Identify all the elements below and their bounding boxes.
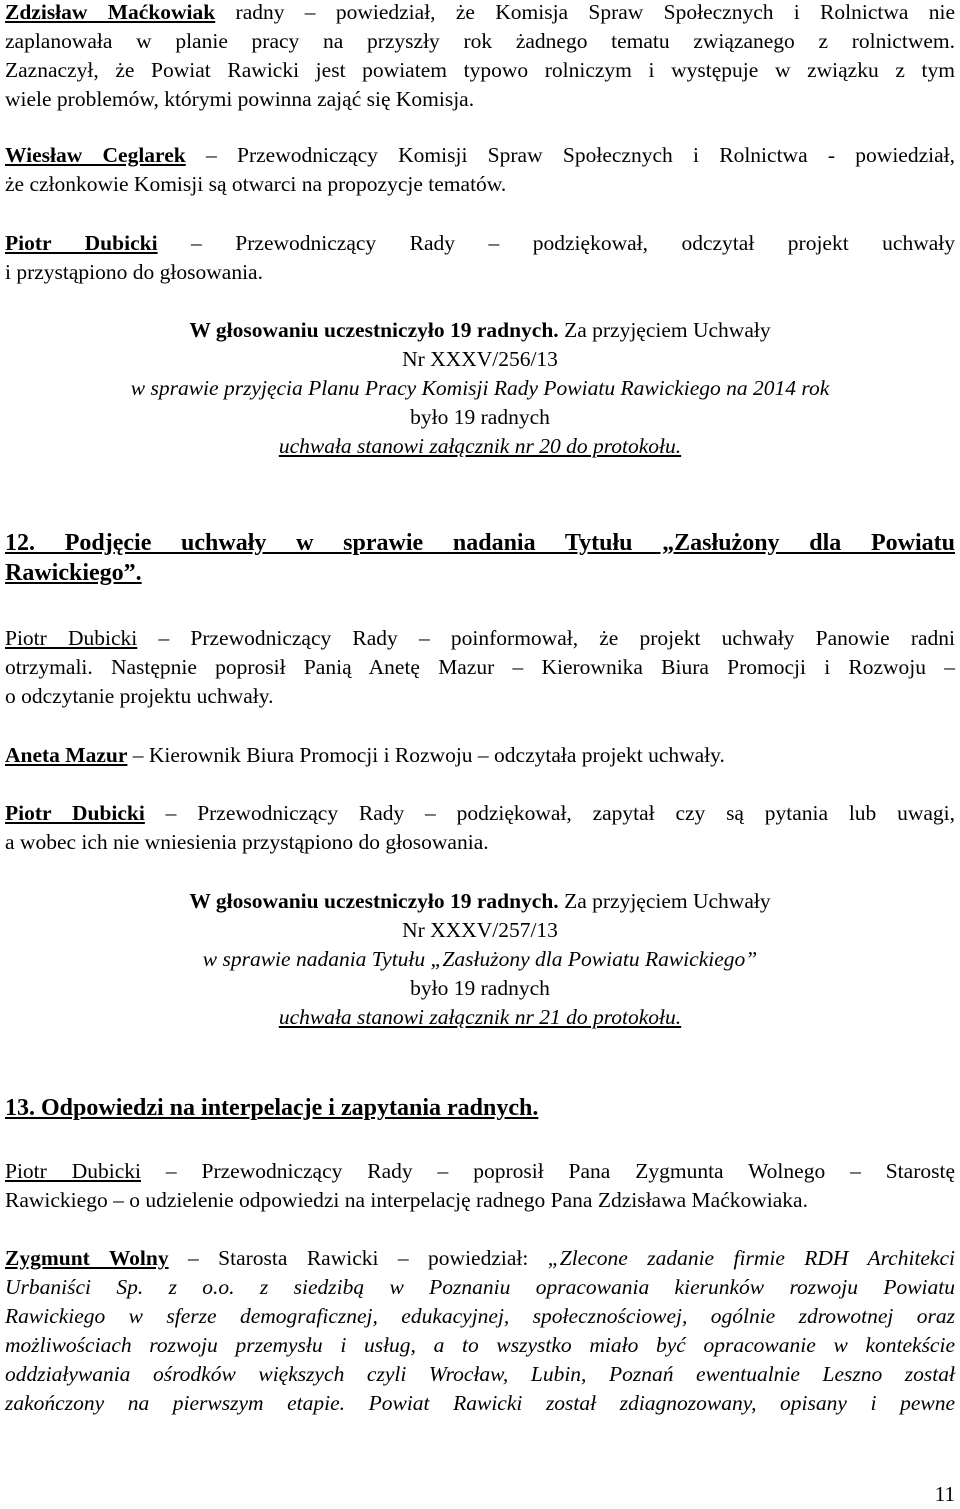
quote-text: Rawickiego w sferze demograficznej, edukacyjnej, społecznościowej, ogólnie zdrowotnej oraz — [5, 1304, 955, 1328]
speaker-name: Zdzisław Maćkowiak — [5, 0, 216, 24]
section-heading-13 — [5, 1093, 955, 1123]
heading-text: Rawickiego”. — [5, 560, 142, 586]
paragraph-dubicki-4 — [5, 1157, 955, 1215]
resolution-subject: w sprawie nadania Tytułu „Zasłużony dla Powiatu Rawickiego” — [202, 947, 758, 971]
paragraph-text: Zaznaczył, że Powiat Rawicki jest powiatem typowo rolniczym i występuje w związku z tym — [5, 58, 955, 82]
speaker-name: Zygmunt Wolny — [5, 1246, 169, 1270]
vote-result: było 19 radnych — [410, 405, 550, 429]
speaker-name: Piotr Dubicki — [5, 1159, 141, 1183]
paragraph-text: – Przewodniczący Rady – poprosił Pana Zygmunta Wolnego – Starostę — [165, 1159, 955, 1183]
speaker-name: Piotr Dubicki — [5, 231, 158, 255]
quote-text: Urbaniści Sp. z o.o. z siedzibą w Poznaniu opracowania kierunków rozwoju Powiatu — [5, 1275, 955, 1299]
paragraph-text: wiele problemów, którymi powinna zająć się Komisja. — [5, 87, 475, 111]
heading-text: 12. Podjęcie uchwały w sprawie nadania Tytułu „Zasłużony dla Powiatu — [5, 530, 955, 556]
speaker-name: Piotr Dubicki — [5, 801, 145, 825]
vote-label: Za przyjęciem Uchwały — [564, 318, 771, 342]
paragraph-text: – Starosta Rawicki – powiedział: — [188, 1246, 529, 1270]
paragraph-ceglarek — [5, 141, 955, 199]
quote-text: możliwościach rozwoju przemysłu i usług, a to wszystko miało być opracowanie w kontekście — [5, 1333, 955, 1357]
paragraph-text: a wobec ich nie wniesienia przystąpiono do głosowania. — [5, 830, 489, 854]
paragraph-text: – Przewodniczący Rady – podziękował, zapytał czy są pytania lub uwagi, — [165, 801, 956, 825]
paragraph-text: – Przewodniczący Komisji Spraw Społecznych i Rolnictwa - powiedział, — [205, 143, 956, 167]
vote-label: Za przyjęciem Uchwały — [564, 889, 771, 913]
section-heading-12 — [5, 528, 955, 588]
speaker-name: Wiesław Ceglarek — [5, 143, 186, 167]
page-number: 11 — [934, 1482, 955, 1506]
paragraph-dubicki-1 — [5, 229, 955, 287]
vote-block-1 — [5, 316, 955, 461]
paragraph-text: zaplanowała w planie pracy na przyszły rok żadnego tematu związanego z rolnictwem. — [5, 29, 955, 53]
paragraph-dubicki-3 — [5, 799, 955, 857]
paragraph-text: Rawickiego – o udzielenie odpowiedzi na interpelację radnego Pana Zdzisława Maćkowiaka. — [5, 1188, 808, 1212]
resolution-number: Nr XXXV/257/13 — [402, 918, 558, 942]
paragraph-text: – Kierownik Biura Promocji i Rozwoju – odczytała projekt uchwały. — [132, 743, 725, 767]
quote-text: zakończony na pierwszym etapie. Powiat Rawicki został zdiagnozowany, opisany i pewne — [5, 1391, 955, 1415]
paragraph-text: że członkowie Komisji są otwarci na propozycje tematów. — [5, 172, 507, 196]
paragraph-text: otrzymali. Następnie poprosił Panią Anetę Mazur – Kierownika Biura Promocji i Rozwoju – — [5, 655, 955, 679]
vote-result: było 19 radnych — [410, 976, 550, 1000]
resolution-subject: w sprawie przyjęcia Planu Pracy Komisji Rady Powiatu Rawickiego na 2014 rok — [130, 376, 830, 400]
vote-participants: W głosowaniu uczestniczyło 19 radnych. — [189, 318, 559, 342]
paragraph-text: o odczytanie projektu uchwały. — [5, 684, 274, 708]
speaker-name: Piotr Dubicki — [5, 626, 138, 650]
attachment-note: uchwała stanowi załącznik nr 20 do protokołu. — [278, 434, 682, 458]
attachment-note: uchwała stanowi załącznik nr 21 do protokołu. — [278, 1005, 682, 1029]
heading-text: 13. Odpowiedzi na interpelacje i zapytania radnych. — [5, 1095, 539, 1121]
paragraph-text: i przystąpiono do głosowania. — [5, 260, 263, 284]
paragraph-text: – Przewodniczący Rady – poinformował, że projekt uchwały Panowie radni — [158, 626, 956, 650]
quote-text: oddziaływania ośrodków większych czyli Wrocław, Lubin, Poznań ewentualnie Leszno został — [5, 1362, 955, 1386]
paragraph-wolny — [5, 1244, 955, 1418]
resolution-number: Nr XXXV/256/13 — [402, 347, 558, 371]
paragraph-mackowiak — [5, 0, 955, 114]
paragraph-text: – Przewodniczący Rady – podziękował, odczytał projekt uchwały — [191, 231, 956, 255]
vote-block-2 — [5, 887, 955, 1032]
vote-participants: W głosowaniu uczestniczyło 19 radnych. — [189, 889, 559, 913]
paragraph-text: radny – powiedział, że Komisja Spraw Społecznych i Rolnictwa nie — [235, 0, 956, 24]
speaker-name: Aneta Mazur — [5, 743, 128, 767]
paragraph-dubicki-2 — [5, 624, 955, 711]
paragraph-mazur — [5, 741, 955, 770]
quote-text: „Zlecone zadanie firmie RDH Architekci — [547, 1246, 956, 1270]
